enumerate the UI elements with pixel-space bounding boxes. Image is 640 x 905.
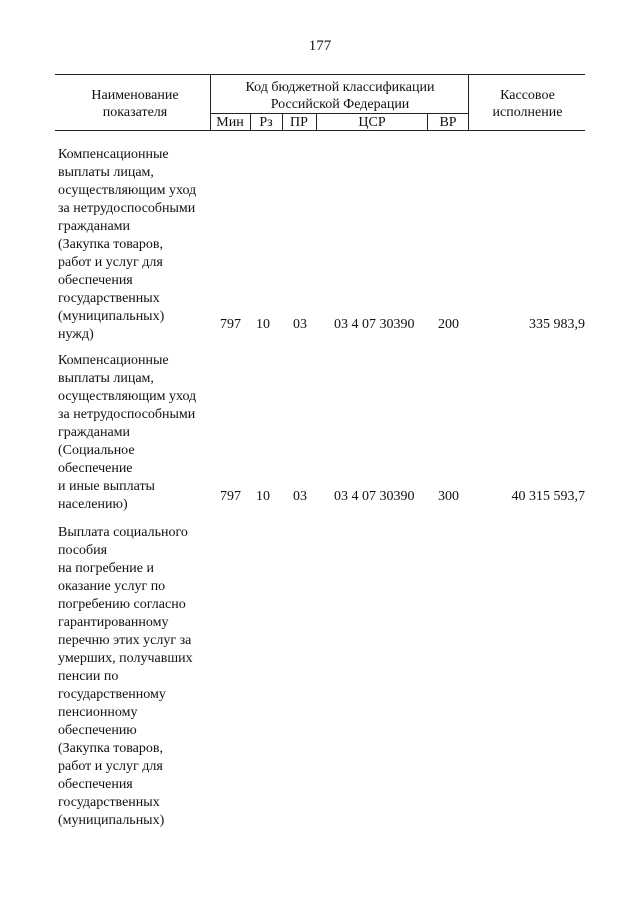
row-amount: 335 983,9	[529, 317, 585, 332]
table-header	[55, 74, 585, 131]
table-row	[58, 352, 585, 514]
header-pr: ПР	[290, 115, 308, 130]
row-name: Выплата социального пособия на погребение и оказание услуг по погребению согласно гарантированному перечню этих услуг за умерших, получавших пенсии по государственному пенсионному обеспечению (Закупка товаров, работ и услуг для обеспечения государственных (муниципальных)	[58, 525, 193, 828]
row-pr: 03	[293, 489, 307, 504]
page-number: 177	[308, 38, 332, 54]
header-min: Мин	[216, 115, 244, 130]
row-pr: 03	[293, 317, 307, 332]
header-code-group: Код бюджетной классификации Российской Федерации	[245, 80, 435, 112]
row-vr: 300	[438, 489, 459, 504]
header-rz: Рз	[259, 115, 273, 130]
row-csr: 03 4 07 30390	[334, 489, 415, 504]
table-row	[58, 524, 585, 830]
row-name: Компенсационные выплаты лицам, осуществляющим уход за нетрудоспособными гражданами (Закупка товаров, работ и услуг для обеспечения государственных (муниципальных) нужд)	[58, 147, 197, 342]
table-row	[58, 146, 585, 344]
row-min: 797	[220, 489, 241, 504]
header-name-column: Наименование показателя	[91, 88, 179, 120]
row-csr: 03 4 07 30390	[334, 317, 415, 332]
header-csr: ЦСР	[358, 115, 386, 130]
row-min: 797	[220, 317, 241, 332]
row-vr: 200	[438, 317, 459, 332]
row-rz: 10	[256, 489, 270, 504]
header-amount-column: Кассовое исполнение	[492, 88, 563, 120]
row-rz: 10	[256, 317, 270, 332]
row-name: Компенсационные выплаты лицам, осуществляющим уход за нетрудоспособными гражданами (Социальное обеспечение и иные выплаты населению)	[58, 353, 197, 512]
row-amount: 40 315 593,7	[511, 489, 585, 504]
header-vr: ВР	[439, 115, 457, 130]
